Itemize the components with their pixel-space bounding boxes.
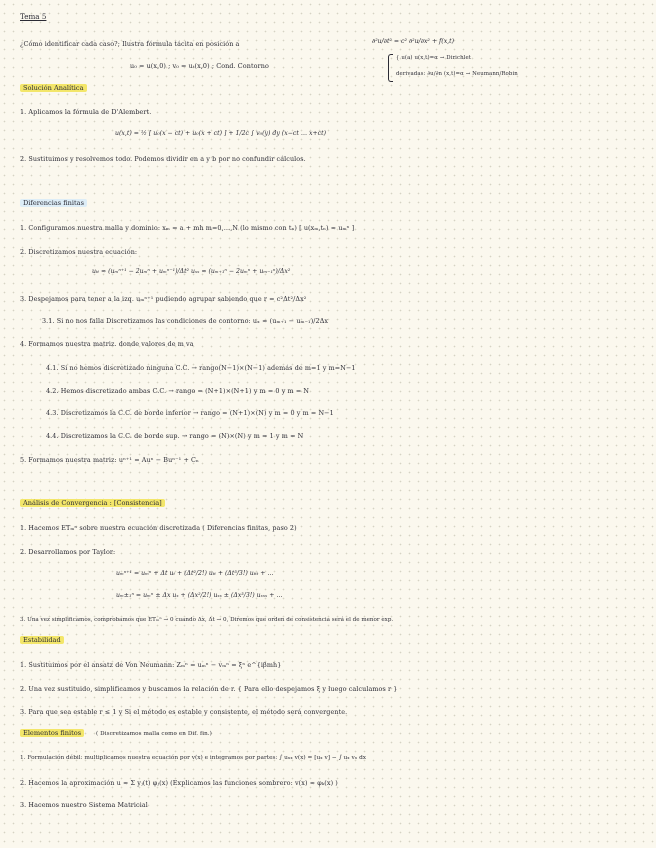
elementos-finitos-note: ( Discretizamos malla como en Dif. fin.) bbox=[96, 731, 212, 737]
initial-conditions: u₀ = u(x,0) ; v₀ = uₜ(x,0) ; Cond. Contorno bbox=[130, 62, 269, 70]
s5-item-2: 2. Hacemos la aproximación u ≈ Σ yⱼ(t) φⱼ(x) (Explicamos las funciones sombrero: v(x) ≈ φₖ(x) ) bbox=[20, 779, 338, 787]
s2-item-4: 4. Formamos nuestra matriz. donde valores de m va bbox=[20, 340, 194, 348]
s2-item-4-1: 4.1. Si no hemos discretizado ninguna C.C. → rango(N−1)×(N−1) además de m=1 y m=N−1 bbox=[46, 364, 356, 372]
s4-item-1: 1. Sustituimos por el ansatz de Von Neumann: Zₘⁿ = uₘⁿ − vₘⁿ = ξⁿ e^{iβmh} bbox=[20, 661, 282, 669]
taylor-space: uₘ±₁ⁿ = uₘⁿ ± Δx uₓ + (Δx²/2!) uₓₓ ± (Δx³/3!) uₓₓₓ + … bbox=[116, 592, 283, 599]
boundary-dirichlet: { u(a) u(x,t)=α → Dirichlet bbox=[396, 55, 472, 61]
s1-item-2: 2. Sustituimos y resolvemos todo. Podemos dividir en a y b por no confundir cálculos. bbox=[20, 155, 306, 163]
boundary-neumann: derivadas: ∂u/∂n (x,t)=α → Neumann/Robin bbox=[396, 71, 518, 77]
s2-item-2: 2. Discretizamos nuestra ecuación: bbox=[20, 248, 138, 256]
s2-item-4-4: 4.4. Discretizamos la C.C. de borde sup. → rango = (N)×(N) y m = 1 y m = N bbox=[46, 432, 304, 440]
s4-item-3: 3. Para que sea estable r ≤ 1 y Si el método es estable y consistente, el método será convergente. bbox=[20, 708, 348, 716]
s2-item-4-2: 4.2. Hemos discretizado ambas C.C. → rango = (N+1)×(N+1) y m = 0 y m = N bbox=[46, 387, 310, 395]
heading-estabilidad: Estabilidad bbox=[20, 636, 64, 644]
s2-item-4-3: 4.3. Discretizamos la C.C. de borde inferior → rango = (N+1)×(N) y m = 0 y m = N−1 bbox=[46, 409, 334, 417]
s2-item-3-1: 3.1. Si no nos falla Discretizamos las condiciones de contorno: uₓ ≈ (uₘ₊₁ − uₘ₋₁)/2Δx bbox=[42, 317, 329, 325]
page-title: Tema 5 bbox=[20, 12, 47, 21]
discretized-equation: uₜₜ ≈ (uₘⁿ⁺¹ − 2uₘⁿ + uₘⁿ⁻¹)/Δt² uₓₓ ≈ (uₘ₊₁ⁿ − 2uₘⁿ + uₘ₋₁ⁿ)/Δx² bbox=[92, 268, 291, 275]
s2-item-5: 5. Formamos nuestra matriz: uⁿ⁺¹ = Auⁿ − Buⁿ⁻¹ + Cₙ bbox=[20, 456, 199, 464]
heading-analisis-convergencia: Análisis de Convergencia : [Consistencia] bbox=[20, 499, 165, 507]
heading-solucion-analitica: Solución Analítica bbox=[20, 84, 87, 92]
intro-question: ¿Cómo identificar cada caso?; Ilustra fórmula tácita en posición a bbox=[20, 40, 240, 48]
dalembert-formula: u(x,t) = ½ [ u₀(x − ct) + u₀(x + ct) ] + 1/2c ∫ v₀(y) dy (x−ct … x+ct) bbox=[115, 130, 327, 137]
taylor-time: uₘⁿ⁺¹ = uₘⁿ + Δt uₜ + (Δt²/2!) uₜₜ + (Δt³/3!) uₜₜₜ + … bbox=[116, 570, 274, 577]
s2-item-1: 1. Configuramos nuestra malla y dominio: xₘ = a + mh m=0,…,N (lo mismo con tₙ) [ u(xₘ,tₙ) ≈ uₘⁿ ] bbox=[20, 224, 355, 232]
boundary-brace bbox=[388, 54, 393, 82]
heading-elementos-finitos: Elementos finitos bbox=[20, 729, 84, 737]
s3-item-1: 1. Hacemos ETₘⁿ sobre nuestra ecuación discretizada ( Diferencias finitas, paso 2) bbox=[20, 524, 297, 532]
s3-item-2: 2. Desarrollamos por Taylor: bbox=[20, 548, 116, 556]
s4-item-2: 2. Una vez sustituido, simplificamos y buscamos la relación de r. { Para ello despejamos ξ y luego calculamos r } bbox=[20, 685, 398, 693]
s2-item-3: 3. Despejamos para tener a la izq. uₘⁿ⁺¹ pudiendo agrupar sabiendo que r = c²Δt²/Δx² bbox=[20, 295, 307, 303]
wave-equation: ∂²u/∂t² = c² ∂²u/∂x² + f(x,t) bbox=[372, 38, 455, 45]
heading-diferencias-finitas: Diferencias finitas bbox=[20, 199, 87, 207]
s5-item-3: 3. Hacemos nuestro Sistema Matricial bbox=[20, 801, 148, 809]
s5-item-1: 1. Formulación débil: multiplicamos nuestra ecuación por v(x) e integramos por partes: ∫ uₓₓ v(x) = [uₓ v] − ∫ uₓ vₓ dx bbox=[20, 755, 367, 761]
s3-item-3: 3. Una vez simplificamos, comprobamos que ETₘⁿ → 0 cuando Δx, Δt → 0, Diremos que orden de consistencia será el de menor exp. bbox=[20, 617, 394, 623]
s1-item-1: 1. Aplicamos la fórmula de D'Alembert. bbox=[20, 108, 152, 116]
